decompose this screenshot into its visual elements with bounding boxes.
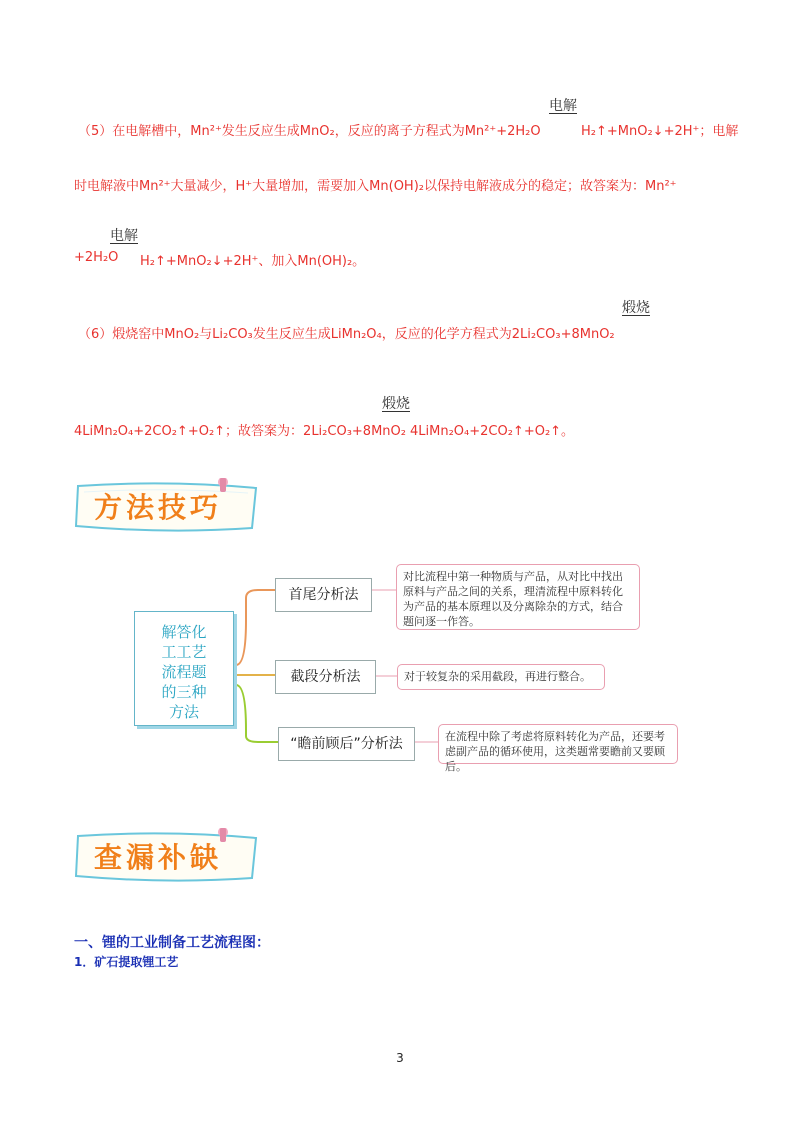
para6-line1: （6）煅烧窑中MnO₂与Li₂CO₃发生反应生成LiMn₂O₄，反应的化学方程式为2Li₂CO₃+8MnO₂ xyxy=(78,327,615,342)
para5-line1-right: H₂↑+MnO₂↓+2H⁺；电解 xyxy=(581,124,739,139)
condition-electrolysis-2: 电解 xyxy=(110,228,138,244)
condition-calcination-2: 煅烧 xyxy=(382,396,410,412)
banner-method-tips xyxy=(72,478,262,530)
note-segment: 对于较复杂的采用截段，再进行整合。 xyxy=(397,664,605,690)
banner-title-2: 查漏补缺 xyxy=(94,841,223,874)
para5-line3-right: H₂↑+MnO₂↓+2H⁺、加入Mn(OH)₂。 xyxy=(140,254,366,269)
subsection-heading: 1．矿石提取锂工艺 xyxy=(74,955,179,969)
banner-title: 方法技巧 xyxy=(94,491,223,524)
note-look-ahead-back: 在流程中除了考虑将原料转化为产品，还要考虑副产品的循环使用，这类题常要瞻前又要顾后。 xyxy=(438,724,678,764)
para6-line2-left: 4LiMn₂O₄+2CO₂↑+O₂↑；故答案为：2Li₂CO₃+8MnO₂ xyxy=(74,424,406,439)
branch-segment: 截段分析法 xyxy=(275,660,376,694)
note-head-tail: 对比流程中第一种物质与产品，从对比中找出原料与产品之间的关系，理清流程中原料转化为产品的基本原理以及分离除杂的方式，结合题问逐一作答。 xyxy=(396,564,640,630)
condition-electrolysis: 电解 xyxy=(549,98,577,114)
section-heading: 一、锂的工业制备工艺流程图： xyxy=(74,935,270,951)
page-number: 3 xyxy=(396,1051,404,1065)
mindmap-root: 解答化工工艺流程题的三种方法 xyxy=(134,611,234,726)
condition-calcination: 煅烧 xyxy=(622,300,650,316)
banner-check-gaps xyxy=(72,828,262,880)
para5-line2: 时电解液中Mn²⁺大量减少，H⁺大量增加，需要加入Mn(OH)₂以保持电解液成分的稳定；故答案为：Mn²⁺ xyxy=(74,179,677,194)
para5-line1: （5）在电解槽中，Mn²⁺发生反应生成MnO₂，反应的离子方程式为Mn²⁺+2H₂O xyxy=(78,124,541,139)
para5-line3-left: +2H₂O xyxy=(74,250,119,265)
branch-head-tail: 首尾分析法 xyxy=(275,578,372,612)
branch-look-ahead-back: “瞻前顾后”分析法 xyxy=(278,727,415,761)
para6-line2-right: 4LiMn₂O₄+2CO₂↑+O₂↑。 xyxy=(410,424,575,439)
